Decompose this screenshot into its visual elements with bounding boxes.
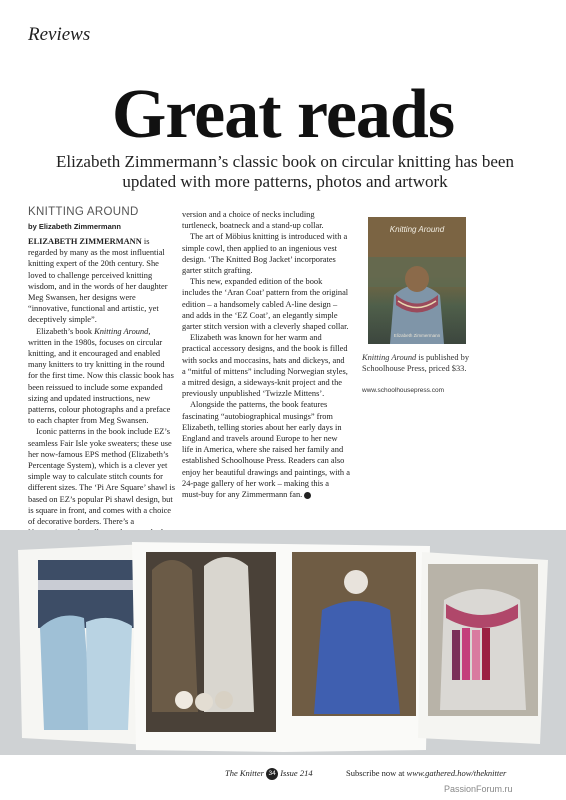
subscribe-text: Subscribe now at [346,768,407,778]
caption-title: Knitting Around [362,353,417,362]
paragraph-text: , written in the 1980s, focuses on circular knitting, and it encouraged and enabled many knitters to try knitting in the round for the first time. Now this classic book has been reissued to include some expanded sizing and updated instructions, new patterns, colour photographs and a preface to each chapter from Meg Swansen. [28,326,174,426]
paragraph: This new, expanded edition of the book includes the ‘Aran Coat’ pattern from the original edition – a handsomely cabled A-line design – and adds in the ‘EZ Coat’, an elegantly simple garter stitch version with a cleverly shaped collar. [182,277,349,332]
book-spreads-illustration [0,530,566,755]
page-number: 34 [266,768,278,780]
standfirst: Elizabeth Zimmermann’s classic book on circular knitting has been updated with more patterns, photos and artwork [56,152,514,191]
book-spreads-photo [0,530,566,755]
subscribe-link[interactable]: www.gathered.how/theknitter [406,768,507,778]
cover-author: Elizabeth Zimmermann [393,333,441,338]
footer-magazine [225,768,313,780]
article-byline: by Elizabeth Zimmermann [28,222,121,231]
article-column-1 [28,236,176,550]
book-title: Knitting Around [94,326,149,336]
article-column-2 [182,209,350,500]
article-kicker: KNITTING AROUND [28,206,139,218]
paragraph [182,399,350,500]
paragraph [28,326,176,427]
book-cover [368,217,466,344]
paragraph: version and a choice of necks including turtleneck, boatneck and a stand-up collar. [182,210,324,231]
caption-text: is published by Schoolhouse Press, priced $33. [362,353,470,373]
watermark: PassionForum.ru [444,784,513,794]
paragraph [28,236,176,326]
publisher-url: www.schoolhousepress.com [362,387,445,394]
section-label: Reviews [28,24,91,45]
book-caption [362,352,484,374]
end-mark-icon [304,492,311,499]
paragraph-text: Alongside the patterns, the book features fascinating “autobiographical musings” from Elizabeth, telling stories about her early days in England and travels around Europe to her new life in America, where she raised her family and established Schoolhouse Press. Readers can also enjoy her beautiful drawings and paintings, with a 24-page gallery of her work – making this a must-buy for any Zimmermann fan. [182,400,350,500]
issue-number: Issue 214 [280,768,313,778]
cover-title: Knitting Around [389,225,445,234]
headline: Great reads [111,76,455,153]
footer-subscribe [346,768,506,778]
magazine-name: The Knitter [225,768,264,778]
lead-in: ELIZABETH ZIMMERMANN [28,237,142,246]
paragraph: Elizabeth was known for her warm and practical accessory designs, and the book is filled with socks and moccasins, hats and dickeys, and a “mitful of mittens” including Norwegian styles, a mitred design, a sideways-knit project and the previously unpublished ‘Twizzle Mittens’. [182,333,348,399]
paragraph-text: is regarded by many as the most influential knitting expert of the 20th century. She loved to challenge perceived knitting wisdom, and in the words of her daughter Meg Swansen, her designs were “innovative, functional and artistic, yet deceptively simple”. [28,237,168,325]
paragraph-text: Elizabeth’s book [36,326,95,336]
cover-illustration [368,217,466,344]
paragraph: Iconic patterns in the book include EZ’s seamless Fair Isle yoke sweaters; these use her now-famous EPS method (Elizabeth’s Percentage System), which is a clever yet simple way to calculate stitch counts for different sizes. The ‘Pi Are Square’ shawl is based on EZ’s popular Pi shawl design, but is square in front, and comes with a choice of decorative borders. There’s a [28,427,175,527]
paragraph: The art of Möbius knitting is introduced with a simple cowl, then applied to an ingenious vest design. ‘The Knitted Bog Jacket’ incorporates garter stitch grafting. [182,232,348,276]
